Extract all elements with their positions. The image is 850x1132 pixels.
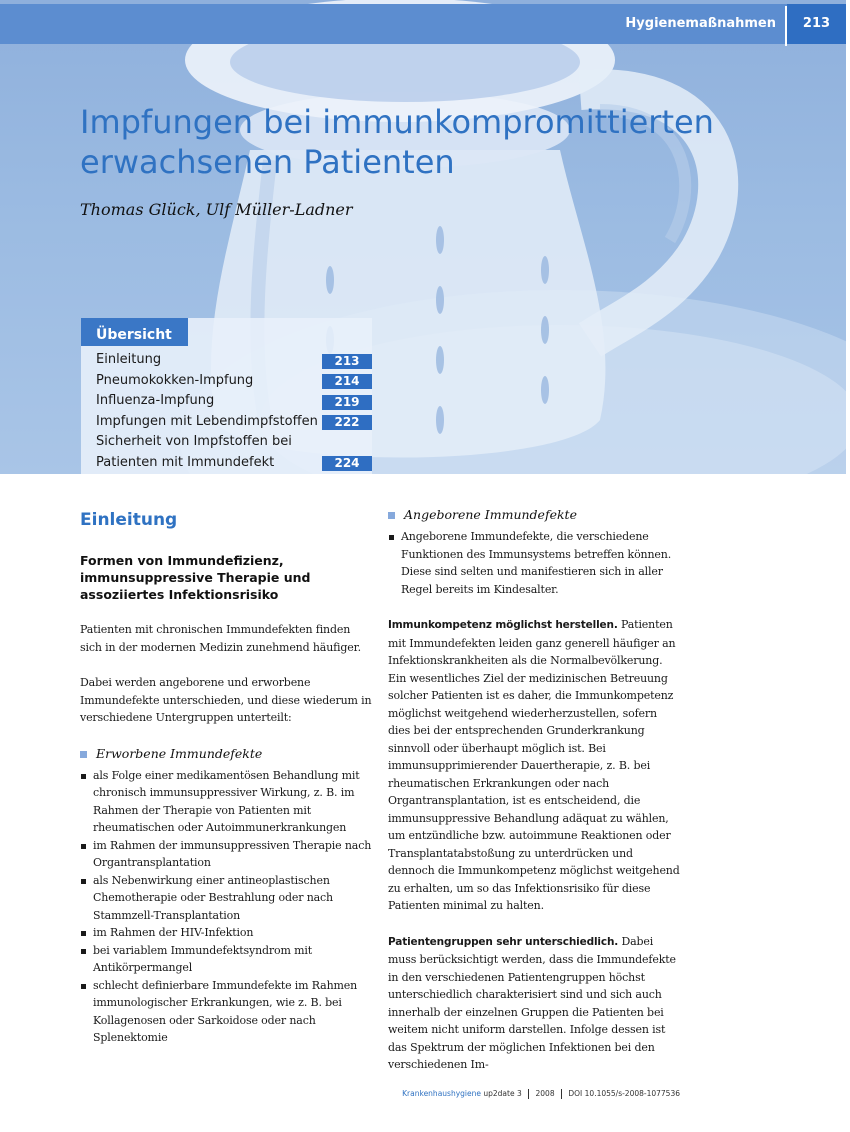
page-number: 213 (787, 4, 846, 44)
overview-list (96, 350, 372, 473)
list-item (80, 767, 374, 837)
paragraph-text: Patienten mit Immundefekten leiden ganz generell häufiger an Infektionskrankheiten als die Normalbevölkerung. Ein wesentliches Ziel der medizinischen Betreuung solcher Patienten ist es daher, die Immunkompetenz möglichst weitgehend wiederherzustellen, sofern dies bei der entsprechenden Grunderkrankung sinnvoll oder überhaupt möglich ist. Bei immunsupprimierender Dauertherapie, z. B. bei rheumatischen Erkrankungen oder nach Organtransplantation, ist es entscheidend, die immunsuppressive Behandlung adäquat zu wählen, um entzündliche bzw. autoimmune Reaktionen oder Transplantatabstoßung zu unterdrücken und dennoch die Immunkompetenz möglichst weitgehend zu erhalten, um so das Infektionsrisiko für diese Patienten minimal zu halten. (388, 618, 680, 912)
overview-item-label: Sicherheit von Impfstoffen bei (96, 434, 292, 449)
footer-journal: Krankenhaushygiene (402, 1089, 481, 1098)
list-item-text: schlecht definierbare Immundefekte im Rahmen immunologischer Erkrankungen, wie z. B. bei Kollagenosen oder Sarkoidose oder nach Splenektomie (93, 978, 358, 1044)
list-item-text: als Nebenwirkung einer antineoplastischen Chemotherapie oder Bestrahlung oder nach Stammzell-Transplantation (93, 873, 333, 922)
footer-series: up2date 3 (483, 1089, 522, 1098)
square-bullet-icon (80, 751, 87, 758)
overview-page-badge: 213 (322, 354, 372, 369)
list-item (80, 942, 374, 977)
paragraph-immunkompetenz (388, 616, 682, 915)
bullet-icon (81, 949, 86, 954)
list-item-text: bei variablem Immundefektsyndrom mit Antikörpermangel (93, 943, 313, 974)
list-heading-angeborene (388, 506, 682, 524)
list-item-text: im Rahmen der immunsuppressiven Therapie nach Organtransplantation (93, 838, 372, 869)
list-item-text: als Folge einer medikamentösen Behandlung mit chronisch immunsuppressiver Wirkung, z. B. im Rahmen der Therapie von Patienten mit rheumatischen oder Autoimmunerkrankungen (93, 768, 360, 834)
bullet-icon (81, 984, 86, 989)
left-column (80, 500, 374, 1047)
overview-item-pneumokokken[interactable] (96, 371, 372, 392)
paragraph-patientengruppen (388, 933, 682, 1074)
paragraph-lead: Patientengruppen sehr unterschiedlich. (388, 935, 619, 948)
footer-year: 2008 (535, 1089, 555, 1098)
list-heading-text: Erworbene Immundefekte (96, 745, 263, 761)
overview-page-badge: 214 (322, 374, 372, 389)
paragraph-lead: Immunkompetenz möglichst herstellen. (388, 619, 618, 631)
paragraph-1: Patienten mit chronischen Immundefekten finden sich in der modernen Medizin zunehmend häufiger. (80, 623, 361, 654)
page-footer (402, 1089, 680, 1099)
overview-item-label: Influenza-Impfung (96, 393, 215, 408)
bullet-icon (81, 931, 86, 936)
overview-page-badge: 222 (322, 415, 372, 430)
square-bullet-icon (388, 512, 395, 519)
overview-heading: Übersicht (81, 318, 188, 346)
bullet-list-erworbene (80, 767, 374, 1047)
overview-item-label: Impfungen mit Lebendimpfstoffen (96, 413, 318, 429)
section-heading-einleitung: Einleitung (80, 510, 178, 530)
right-column (388, 500, 682, 1074)
footer-divider (528, 1089, 529, 1099)
list-item (80, 837, 374, 872)
bullet-icon (81, 774, 86, 779)
overview-item-sicherheit-line2[interactable] (96, 453, 372, 474)
list-item (80, 977, 374, 1047)
overview-item-label: Patienten mit Immundefekt (96, 454, 275, 470)
list-item (388, 528, 682, 598)
overview-item-sicherheit-line1[interactable] (96, 432, 372, 453)
overview-box (81, 318, 372, 474)
overview-item-label: Pneumokokken-Impfung (96, 372, 254, 388)
title-line-2: erwachsenen Patienten (80, 143, 455, 181)
bullet-icon (389, 535, 394, 540)
title-line-1: Impfungen bei immunkompromittierten (80, 103, 714, 141)
bullet-list-angeborene (388, 528, 682, 598)
bullet-icon (81, 844, 86, 849)
footer-doi: DOI 10.1055/s-2008-1077536 (568, 1089, 680, 1098)
running-header (0, 4, 846, 44)
footer-divider (561, 1089, 562, 1099)
list-item-text: Angeborene Immundefekte, die verschiedene Funktionen des Immunsystems betreffen können. Diese sind selten und manifestieren sich in aller Regel bereits im Kindesalter. (401, 530, 672, 596)
list-item (80, 872, 374, 925)
section-title: Hygienemaßnahmen (625, 16, 776, 31)
paragraph-2: Dabei werden angeborene und erworbene Immundefekte unterschieden, und diese wiederum in verschiedene Untergruppen unterteilt: (80, 676, 372, 724)
overview-item-label: Einleitung (96, 352, 162, 367)
paragraph-text: Dabei muss berücksichtigt werden, dass die Immundefekte in den verschiedenen Patientengruppen höchst unterschiedlich charakterisiert sind und sich auch innerhalb der einzelnen Gruppen die Patienten bei weitem nicht uniform darstellen. Infolge dessen ist das Spektrum der möglichen Infektionen bei den verschiedenen Im- (388, 934, 676, 1071)
overview-item-influenza[interactable] (96, 391, 372, 412)
overview-page-badge: 219 (322, 395, 372, 410)
authors: Thomas Glück, Ulf Müller-Ladner (80, 200, 353, 219)
list-heading-erworbene (80, 745, 374, 763)
overview-item-lebendimpfstoffe[interactable] (96, 412, 372, 433)
list-heading-text: Angeborene Immundefekte (404, 507, 577, 522)
bullet-icon (81, 879, 86, 884)
list-item (80, 924, 374, 942)
hero-banner (0, 0, 846, 474)
article-title (80, 102, 780, 182)
subsection-heading: Formen von Immundefizienz, immunsuppressive Therapie und assoziiertes Infektionsrisiko (80, 553, 311, 602)
overview-page-badge: 224 (322, 456, 372, 471)
list-item-text: im Rahmen der HIV-Infektion (93, 926, 254, 939)
overview-item-einleitung[interactable] (96, 350, 372, 371)
